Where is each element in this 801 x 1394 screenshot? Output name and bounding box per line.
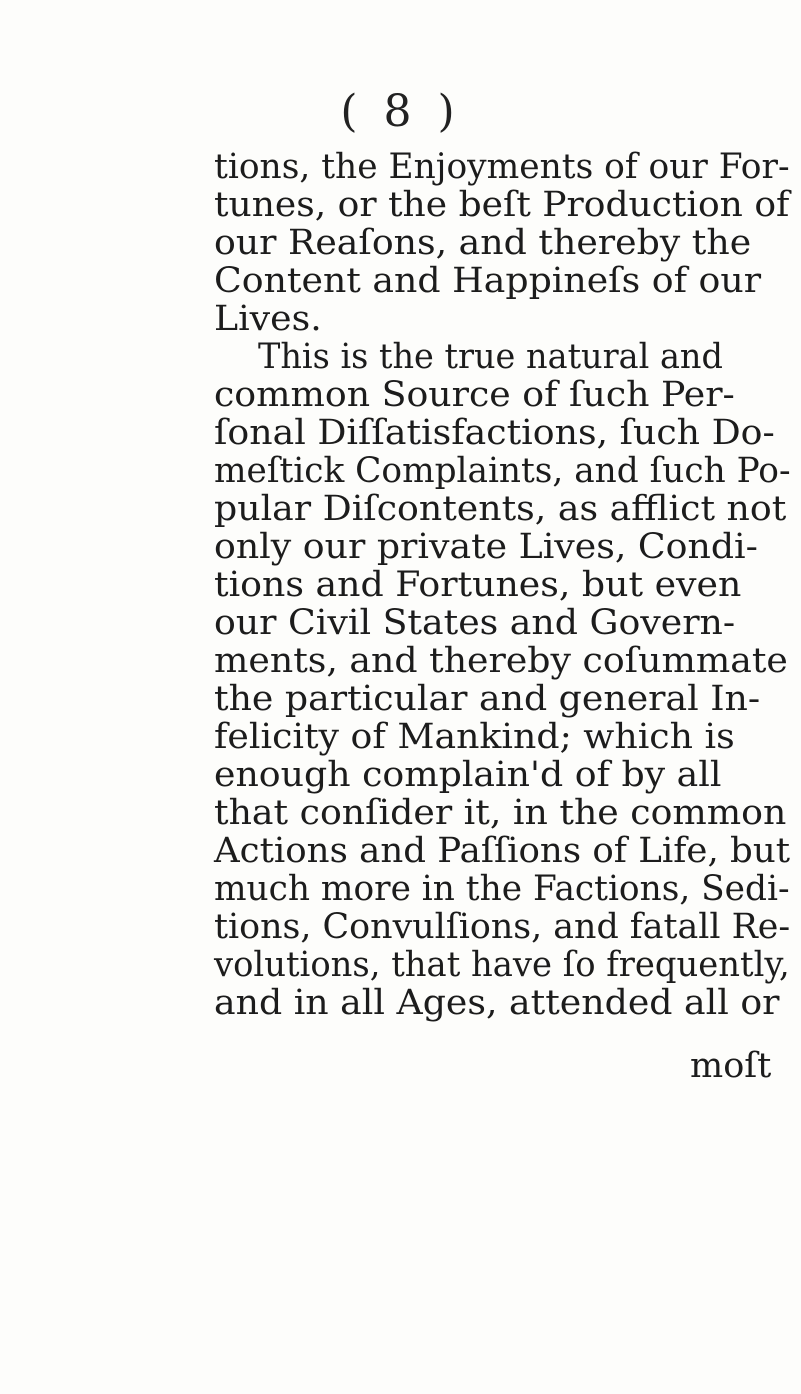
text-line: tions, the Enjoyments of our For-	[214, 147, 790, 187]
text-line: Content and Happineſs of our	[214, 261, 762, 301]
text-line: tunes, or the beſt Production of	[214, 185, 790, 225]
text-line: the particular and general In-	[214, 679, 761, 719]
text-line: ments, and thereby coſummate	[214, 641, 788, 681]
page-number: ( 8 )	[340, 86, 461, 137]
text-line: pular Diſcontents, as afflict not	[214, 489, 787, 529]
text-line: our Civil States and Govern-	[214, 603, 736, 643]
text-line: felicity of Mankind; which is	[214, 717, 735, 757]
text-line: tions, Convulſions, and fatall Re-	[214, 907, 791, 947]
catchword: moſt	[690, 1046, 772, 1086]
text-line: much more in the Factions, Sedi-	[214, 869, 790, 909]
text-line: ſonal Diſſatisfactions, ſuch Do-	[214, 413, 775, 453]
text-line: volutions, that have ſo frequently,	[214, 945, 790, 985]
text-line: meſtick Complaints, and ſuch Po-	[214, 451, 791, 491]
text-line: common Source of ſuch Per-	[214, 375, 735, 415]
text-line: This is the true natural and	[258, 337, 723, 377]
text-line: tions and Fortunes, but even	[214, 565, 742, 605]
text-line: only our private Lives, Condi-	[214, 527, 758, 567]
text-line: Lives.	[214, 299, 322, 339]
text-line: Actions and Paſſions of Life, but	[214, 831, 791, 871]
text-line: enough complain'd of by all	[214, 755, 722, 795]
text-line: and in all Ages, attended all or	[214, 983, 780, 1023]
text-line: that conſider it, in the common	[214, 793, 787, 833]
text-line: our Reaſons, and thereby the	[214, 223, 752, 263]
